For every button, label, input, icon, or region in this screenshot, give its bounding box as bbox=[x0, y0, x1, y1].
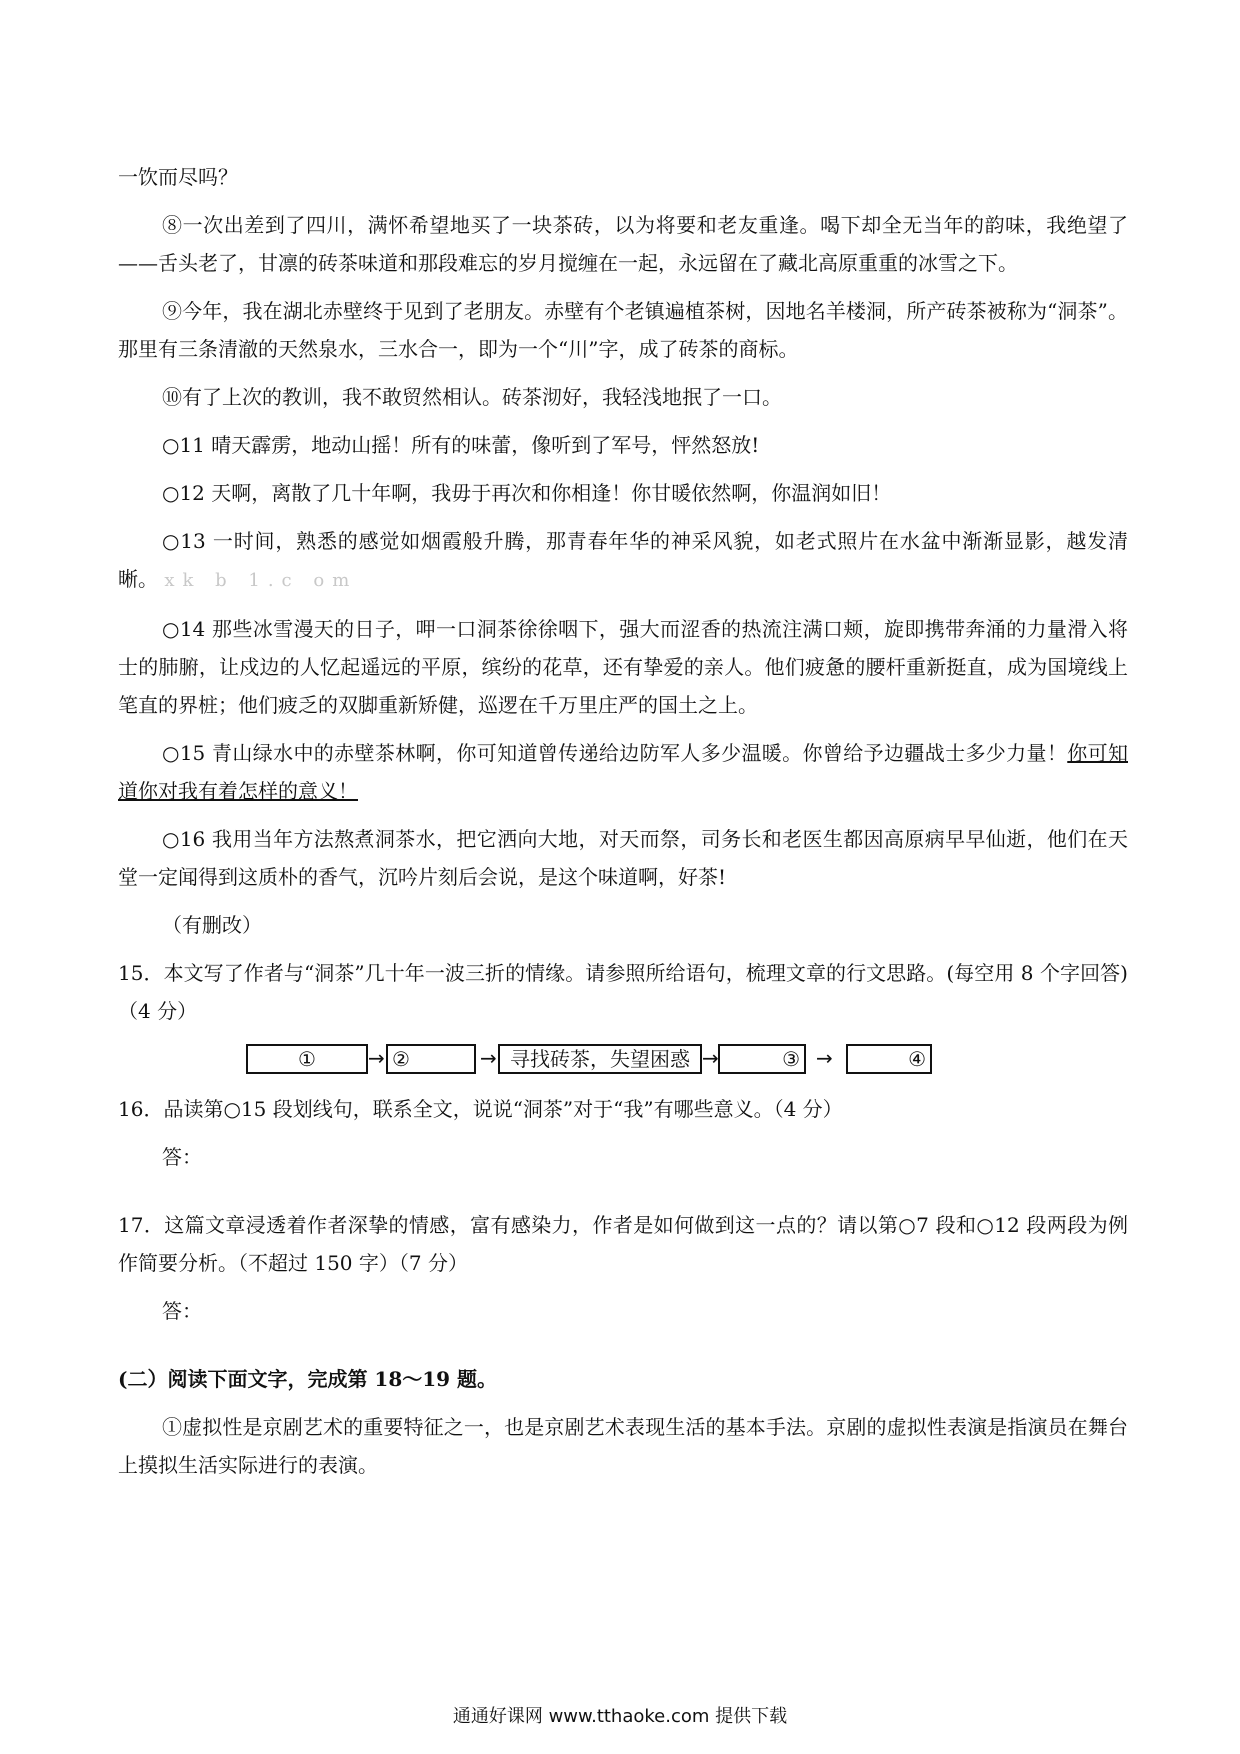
paragraph-9: ⑨今年，我在湖北赤壁终于见到了老朋友。赤壁有个老镇遍植茶树，因地名羊楼洞，所产砖茶被称为“洞茶”。那里有三条清澈的天然泉水，三水合一，即为一个“川”字，成了砖茶的商标。 bbox=[118, 299, 1128, 361]
question-17: 17．这篇文章浸透着作者深挚的情感，富有感染力，作者是如何做到这一点的？请以第○7 段和○12 段两段为例作简要分析。（不超过 150 字）（7 分） bbox=[118, 1213, 1128, 1275]
paragraph-continuation: 一饮而尽吗？ bbox=[118, 165, 238, 189]
question-16: 16．品读第○15 段划线句，联系全文，说说“洞茶”对于“我”有哪些意义。（4 分） bbox=[118, 1097, 843, 1121]
flow-box-2: ② bbox=[386, 1044, 476, 1074]
question-15: 15．本文写了作者与“洞茶”几十年一波三折的情缘。请参照所给语句，梳理文章的行文思路。(每空用 8 个字回答)（4 分） bbox=[118, 961, 1128, 1023]
paragraph-14: ○14 那些冰雪漫天的日子，呷一口洞茶徐徐咽下，强大而涩香的热流注满口颊，旋即携带奔涌的力量滑入将士的肺腑，让戍边的人忆起遥远的平原，缤纷的花草，还有挚爱的亲人。他们疲惫的腰杆重新挺直，成为国境线上笔直的界桩；他们疲乏的双脚重新矫健，巡逻在千万里庄严的国土之上。 bbox=[118, 617, 1128, 717]
paragraph-10: ⑩有了上次的教训，我不敢贸然相认。砖茶沏好，我轻浅地抿了一口。 bbox=[162, 385, 782, 409]
underlined-sentence: 你可知道你对我有着怎样的意义！ bbox=[118, 741, 1128, 803]
paragraph-12: ○12 天啊，离散了几十年啊，我毋于再次和你相逢！你甘暖依然啊，你温润如旧！ bbox=[162, 481, 892, 505]
answer-label-17: 答： bbox=[162, 1299, 202, 1323]
watermark-text: xk b 1.c om bbox=[164, 570, 358, 591]
article-body bbox=[118, 158, 1128, 1494]
paragraph-13 bbox=[118, 522, 1128, 600]
page-footer: 通通好课网 www.tthaoke.com 提供下载 bbox=[452, 1706, 788, 1727]
section2-paragraph-1: ①虚拟性是京剧艺术的重要特征之一，也是京剧艺术表现生活的基本手法。京剧的虚拟性表演是指演员在舞台上摸拟生活实际进行的表演。 bbox=[118, 1415, 1128, 1477]
paragraph-15 bbox=[118, 734, 1128, 810]
edit-note: （有删改） bbox=[162, 913, 262, 937]
arrow-icon: → bbox=[702, 1046, 719, 1070]
paragraph-8: ⑧一次出差到了四川，满怀希望地买了一块茶砖，以为将要和老友重逢。喝下却全无当年的韵味，我绝望了——舌头老了，甘凛的砖茶味道和那段难忘的岁月搅缠在一起，永远留在了藏北高原重重的冰雪之下。 bbox=[118, 213, 1128, 275]
arrow-icon: → bbox=[816, 1046, 833, 1070]
flow-box-5: ④ bbox=[846, 1044, 932, 1074]
paragraph-15-text: ○15 青山绿水中的赤壁茶林啊，你可知道曾传递给边防军人多少温暖。你曾给予边疆战士多少力量！ bbox=[162, 741, 1068, 765]
arrow-icon: → bbox=[368, 1046, 385, 1070]
section-heading: (二）阅读下面文字，完成第 18～19 题。 bbox=[118, 1367, 498, 1391]
paragraph-16: ○16 我用当年方法熬煮洞茶水，把它洒向大地，对天而祭，司务长和老医生都因高原病早早仙逝，他们在天堂一定闻得到这质朴的香气，沉吟片刻后会说，是这个味道啊，好茶! bbox=[118, 827, 1128, 889]
paragraph-11: ○11 晴天霹雳，地动山摇！所有的味蕾，像听到了军号，怦然怒放! bbox=[162, 433, 760, 457]
flow-box-1: ① bbox=[246, 1044, 368, 1074]
flow-box-4: ③ bbox=[718, 1044, 806, 1074]
answer-label-16: 答： bbox=[162, 1145, 202, 1169]
arrow-icon: → bbox=[480, 1046, 497, 1070]
flow-diagram bbox=[118, 1040, 1128, 1082]
paragraph-13-text: ○13 一时间，熟悉的感觉如烟霞般升腾，那青春年华的神采风貌，如老式照片在水盆中渐渐显影，越发清晰。 bbox=[118, 529, 1128, 591]
flow-box-3: 寻找砖茶，失望困惑 bbox=[498, 1044, 702, 1074]
